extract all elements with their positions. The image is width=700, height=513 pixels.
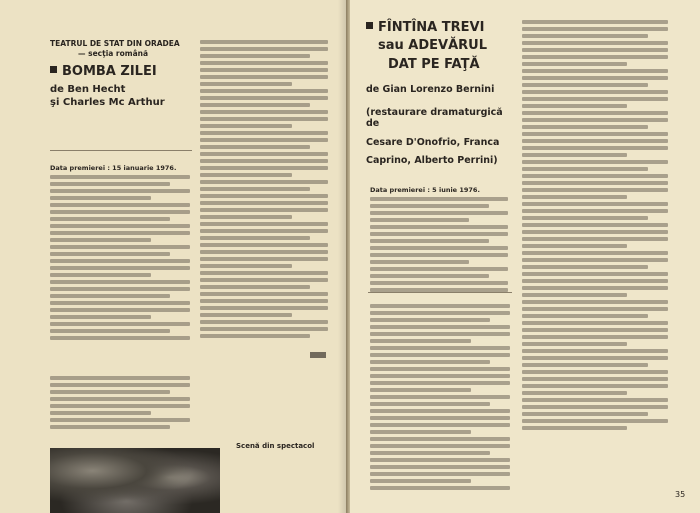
subtitle-line-1: (restaurare dramaturgică de	[366, 107, 503, 130]
premiere-date: Data premierei : 5 iunie 1976.	[370, 186, 480, 194]
subtitle-line-3: Caprino, Alberto Perrini)	[366, 154, 498, 166]
page-number: 35	[675, 490, 686, 499]
review-column-right-2	[522, 20, 668, 433]
title-line-1: FÎNTÎNA TREVI	[378, 20, 485, 35]
bullet-icon	[366, 22, 373, 29]
fold-shadow	[338, 0, 346, 513]
credits-block-right	[370, 186, 508, 295]
premiere-date: Data premierei : 15 ianuarie 1976.	[50, 164, 177, 172]
byline: de Gian Lorenzo Bernini	[366, 83, 495, 95]
right-page	[350, 0, 700, 513]
title-line-2: sau ADEVĂRUL	[378, 38, 487, 54]
photo-caption: Scenă din spectacol	[236, 442, 315, 450]
right-masthead	[366, 20, 514, 166]
bullet-icon	[50, 66, 57, 73]
left-page	[0, 0, 347, 513]
title-line-3: DAT PE FAŢĂ	[388, 56, 480, 72]
credits-rule	[368, 292, 512, 293]
left-masthead	[50, 40, 200, 109]
review-column-right-1	[370, 304, 510, 493]
byline-line-2: şi Charles Mc Arthur	[50, 97, 165, 109]
credits-block	[50, 164, 190, 343]
review-column	[200, 40, 328, 341]
theatre-label: TEATRUL DE STAT DIN ORADEA	[50, 39, 180, 48]
byline-line-1: de Ben Hecht	[50, 83, 126, 95]
play-title-row	[50, 61, 200, 80]
author-initials-mark	[310, 352, 326, 358]
production-photo	[50, 448, 220, 513]
subtitle-line-2: Cesare D'Onofrio, Franca	[366, 136, 500, 148]
masthead-rule	[50, 150, 192, 151]
title-row-1	[366, 20, 514, 35]
review-intro	[50, 376, 190, 432]
section-label: — secţia română	[78, 48, 149, 58]
play-title: BOMBA ZILEI	[62, 63, 157, 79]
